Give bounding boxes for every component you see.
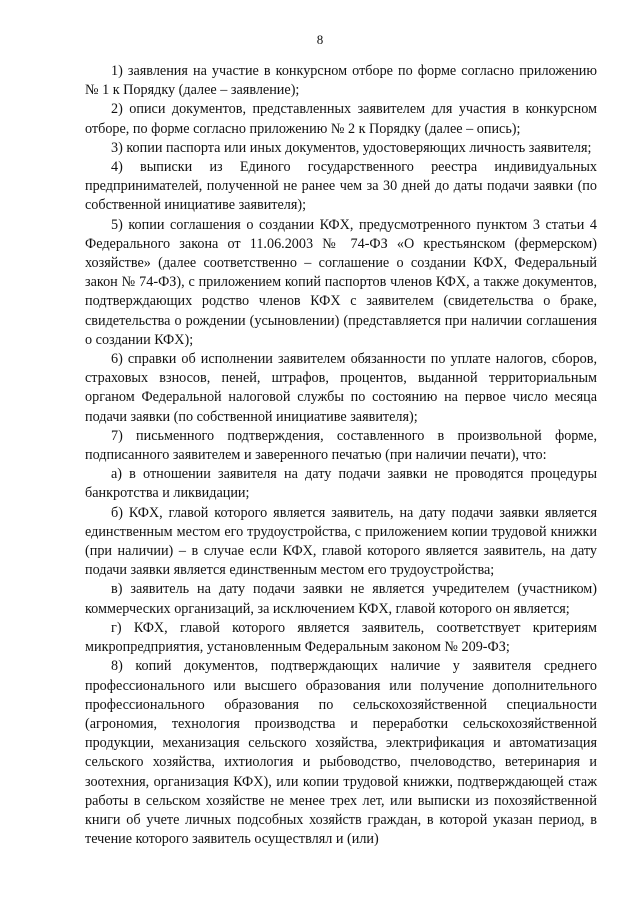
- list-item-4-registry-extract: 4) выписки из Единого государственного реестра индивидуальных предпринимателей, полученной не ранее чем за 30 дней до даты подачи заявки (по собственной инициативе заявителя);: [85, 159, 597, 214]
- list-item-5-agreement: 5) копии соглашения о создании КФХ, предусмотренного пунктом 3 статьи 4 Федерального закона от 11.06.2003 № 74-ФЗ «О крестьянском (фермерском) хозяйстве» (далее соответственно – соглашение о создании КФХ, Федеральный закон № 74-ФЗ), с приложением копий паспортов членов КФХ, а также документов, подтверждающих родство членов КФХ с заявителем (свидетельства о браке, свидетельства о рождении (усыновлении) (представляется при наличии соглашения о создании КФХ);: [85, 216, 597, 348]
- subitem-b-employment: б) КФХ, главой которого является заявитель, на дату подачи заявки является единственным местом его трудоустройства, с приложением копии трудовой книжки (при наличии) – в случае если КФХ, главой которого является заявитель, на дату подачи заявки является единственным местом его трудоустройства;: [85, 504, 597, 579]
- subitem-v-founder: в) заявитель на дату подачи заявки не является учредителем (участником) коммерческих организаций, за исключением КФХ, главой которого он является;: [85, 581, 597, 617]
- list-item-3-passport: 3) копии паспорта или иных документов, удостоверяющих личность заявителя;: [111, 139, 592, 156]
- document-body: [85, 62, 597, 849]
- list-item-7-written-confirmation: 7) письменного подтверждения, составленного в произвольной форме, подписанного заявителем и заверенного печатью (при наличии печати), что:: [85, 427, 597, 464]
- list-item-6-tax-certificate: 6) справки об исполнении заявителем обязанности по уплате налогов, сборов, страховых взносов, пеней, штрафов, процентов, выданной территориальным органом Федеральной налоговой службы по состоянию на первое число месяца подачи заявки (по собственной инициативе заявителя);: [85, 351, 597, 425]
- page-number: 8: [316, 32, 324, 47]
- list-item-2-inventory: 2) описи документов, представленных заявителем для участия в конкурсном отборе, по форме согласно приложению № 2 к Порядку (далее – опись);: [85, 101, 597, 137]
- subitem-g-microenterprise: г) КФХ, главой которого является заявитель, соответствует критериям микропредприятия, установленным Федеральным законом № 209-ФЗ;: [85, 619, 597, 656]
- list-item-8-education: 8) копий документов, подтверждающих наличие у заявителя среднего профессионального или высшего образования или получение дополнительного профессионального образования по сельскохозяйственной специальности (агрономия, технология производства и переработки сельскохозяйственной продукции, механизация сельского хозяйства, электрификация и автоматизация сельского хозяйства, ихтиология и рыбоводство, пчеловодство, ветеринария и зоотехния, организация КФХ), или копии трудовой книжки, подтверждающей стаж работы в сельском хозяйстве не менее трех лет, или выписки из похозяйственной книги об учете личных подсобных хозяйств граждан, в которой указан период, в течение которого заявитель осуществлял и (или): [85, 658, 597, 848]
- list-item-1-statement: 1) заявления на участие в конкурсном отборе по форме согласно приложению № 1 к Порядку (далее – заявление);: [85, 63, 597, 99]
- subitem-a-bankruptcy: а) в отношении заявителя на дату подачи заявки не проводятся процедуры банкротства и ликвидации;: [85, 466, 597, 502]
